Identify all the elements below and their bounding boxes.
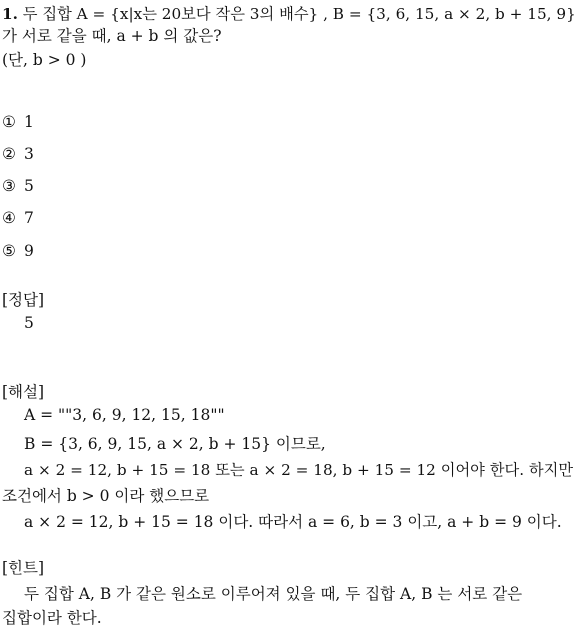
explanation-line-3: a × 2 = 12, b + 15 = 18 또는 a × 2 = 18, b + 15 = 12 이어야 한다. 하지만 — [24, 461, 574, 479]
explanation-heading: [해설] — [2, 383, 45, 401]
explanation-line-4: 조건에서 b > 0 이라 했으므로 — [2, 487, 210, 505]
explanation-line-5: a × 2 = 12, b + 15 = 18 이다. 따라서 a = 6, b = 3 이고, a + b = 9 이다. — [24, 513, 562, 531]
option-5-value: 9 — [24, 242, 34, 260]
question-line-2: 가 서로 같을 때, a + b 의 값은? — [2, 27, 222, 45]
option-3-mark: ③ — [2, 177, 16, 195]
explanation-line-2: B = {3, 6, 9, 15, a × 2, b + 15} 이므로, — [24, 435, 326, 453]
question-text-1: 두 집합 A = {x|x는 20보다 작은 3의 배수} , B = {3, 6, 15, a × 2, b + 15, 9} — [22, 5, 576, 23]
option-1[interactable] — [2, 113, 34, 131]
answer-value: 5 — [24, 314, 34, 332]
option-3-value: 5 — [24, 177, 34, 195]
question-condition: (단, b > 0 ) — [2, 51, 87, 69]
explanation-line-1: A = ""3, 6, 9, 12, 15, 18"" — [24, 406, 225, 424]
option-3[interactable] — [2, 177, 34, 195]
hint-line-2: 집합이라 한다. — [2, 609, 102, 627]
hint-heading: [힌트] — [2, 559, 45, 577]
option-2-mark: ② — [2, 145, 16, 163]
option-4[interactable] — [2, 209, 34, 227]
hint-line-1: 두 집합 A, B 가 같은 원소로 이루어져 있을 때, 두 집합 A, B 는 서로 같은 — [24, 585, 523, 603]
option-1-mark: ① — [2, 113, 16, 131]
option-1-value: 1 — [24, 113, 34, 131]
question-number: 1. — [2, 5, 18, 23]
option-2-value: 3 — [24, 145, 34, 163]
option-4-value: 7 — [24, 209, 34, 227]
question-line-1 — [2, 2, 576, 24]
answer-heading: [정답] — [2, 291, 45, 309]
option-5[interactable] — [2, 242, 34, 260]
option-5-mark: ⑤ — [2, 242, 16, 260]
option-4-mark: ④ — [2, 209, 16, 227]
option-2[interactable] — [2, 145, 34, 163]
